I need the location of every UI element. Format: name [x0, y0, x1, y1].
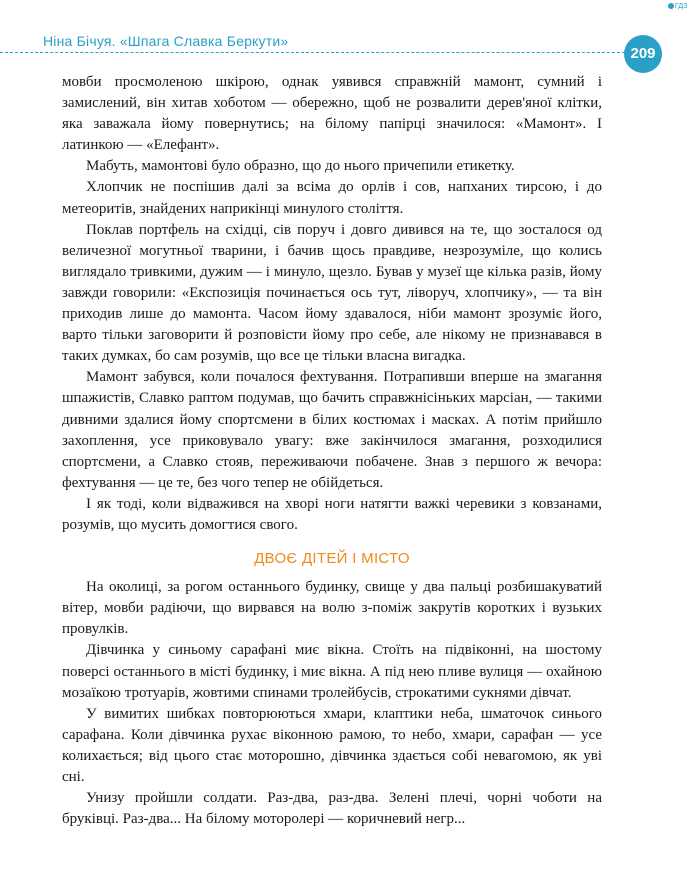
paragraph-5: Мамонт забувся, коли почалося фехтування. Потрапивши вперше на змагання шпажистів, Славко раптом подумав, що бачить справжнісіньких марсіан, — такими дивними здалися йому спортсмени в білих костюмах і масках. А потім прийшло захоплення, усе приковувало увагу: вже закінчилося змагання, розходилися спортсмени, а Славко стояв, переживаючи побачене. Знав з першого ж вечора: фехтування — це те, без чого тепер не обійдеться.	[62, 369, 602, 491]
site-badge	[668, 3, 687, 10]
paragraph-3: Хлопчик не поспішив далі за всіма до орлів і сов, напханих тирсою, і до метеоритів, знайдених наприкінці минулого століття.	[62, 179, 602, 217]
site-logo-icon	[668, 3, 674, 9]
paragraph-10: Унизу пройшли солдати. Раз-два, раз-два. Зелені плечі, чорні чоботи на бруківці. Раз-два... На білому моторолері — коричневий негр...	[62, 790, 602, 828]
main-text	[62, 72, 602, 830]
paragraph-8: Дівчинка у синьому сарафані миє вікна. Стоїть на підвіконні, на шостому поверсі останнього в місті будинку, і миє вікна. А під нею пливе вулиця — охайною мозаїкою тротуарів, жовтими спинами тролейбусів, строкатими сукнями дівчат.	[62, 642, 602, 701]
paragraph-4: Поклав портфель на східці, сів поруч і довго дивився на те, що зосталося од величезної могутньої тварини, і бачив щось правдиве, незрозуміле, що колись виглядало тривкими, дужим — і минуло, щезло. Бував у музеї ще кілька разів, йому завжди говорили: «Експозиція починається ось тут, ліворуч, хлопчику», — та він приходив лише до мамонта. Часом йому здавалося, ніби мамонт зрозуміє його, варто тільки заговорити й розповісти йому про себе, але нікому не признавався в таких думках, бо сам розумів, що все це тільки власна вигадка.	[62, 221, 602, 365]
header-divider	[0, 52, 640, 53]
section-title: ДВОЄ ДІТЕЙ І МІСТО	[254, 550, 410, 568]
running-header-title: Ніна Бічуя. «Шпага Славка Беркути»	[43, 33, 289, 49]
paragraph-2: Мабуть, мамонтові було образно, що до нього причепили етикетку.	[86, 158, 515, 175]
paragraph-7: На околиці, за рогом останнього будинку, свище у два пальці розбишакуватий вітер, мовби радіючи, що вирвався на волю з-поміж закрутів коротких і вузьких провулків.	[62, 579, 602, 638]
paragraph-6: І як тоді, коли відважився на хворі ноги натягти важкі черевики з ковзанами, розумів, що мусить домогтися свого.	[62, 495, 602, 533]
paragraph-9: У вимитих шибках повторюються хмари, клаптики неба, шматочок синього сарафана. Коли дівчинка рухає віконною рамою, то небо, хмари, сарафан — усе колихається; від цього стає моторошно, дівчинка здається собі невагомою, як уві сні.	[62, 705, 602, 785]
paragraph-1: мовби просмоленою шкірою, однак уявився справжній мамонт, сумний і замислений, він хитав хоботом — обережно, щоб не розвалити дерев'яної клітки, яка заважала йому повернутись; на білому папірці значилося: «Мамонт». І латинкою — «Елефант».	[62, 74, 602, 154]
site-badge-text: ГДЗ	[675, 3, 688, 10]
page-number-badge: 209	[624, 35, 662, 73]
